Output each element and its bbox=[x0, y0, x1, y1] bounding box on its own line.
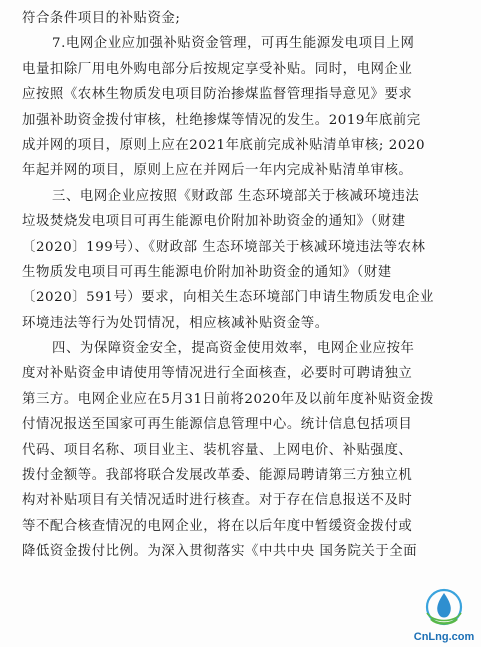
text-line: 加强补助资金拨付审核，杜绝掺煤等情况的发生。2019年底前完 bbox=[22, 112, 421, 128]
text-line: 三、电网企业应按照《财政部 生态环境部关于核减环境违法 bbox=[52, 188, 420, 204]
text-line: 拨付金额等。我部将联合发展改革委、能源局聘请第三方独立机 bbox=[22, 468, 413, 484]
text-line: 第三方。电网企业应在5月31日前将2020年及以前年度补贴资金拨 bbox=[22, 391, 435, 407]
text-line: 付情况报送至国家可再生能源信息管理中心。统计信息包括项目 bbox=[22, 417, 413, 433]
text-line: 电量扣除厂用电外购电部分后按规定享受补贴。同时，电网企业 bbox=[22, 61, 413, 77]
text-line: 环境违法等行为处罚情况，相应核减补贴资金等。 bbox=[22, 315, 329, 331]
text-line: 7.电网企业应加强补贴资金管理，可再生能源发电项目上网 bbox=[52, 36, 415, 52]
text-line: 构对补贴项目有关情况适时进行核查。对于存在信息报送不及时 bbox=[22, 493, 413, 509]
text-line: 成并网的项目，原则上应在2021年底前完成补贴清单审核; 2020 bbox=[22, 137, 426, 153]
text-line: 生物质发电项目可再生能源电价附加补助资金的通知》（财建 bbox=[22, 264, 392, 280]
cnlng-watermark-logo bbox=[413, 583, 475, 645]
text-line: 四、为保障资金安全，提高资金使用效率，电网企业应按年 bbox=[52, 341, 415, 357]
text-line: 降低资金拨付比例。为深入贯彻落实《中共中央 国务院关于全面 bbox=[22, 544, 418, 560]
text-line: 应按照《农林生物质发电项目防治掺煤监督管理指导意见》要求 bbox=[22, 87, 413, 103]
document-body bbox=[22, 6, 467, 565]
text-line: 代码、项目名称、项目业主、装机容量、上网电价、补贴强度、 bbox=[22, 442, 413, 458]
text-line: 〔2020〕591号）要求，向相关生态环境部门申请生物质发电企业 bbox=[22, 290, 435, 306]
text-line: 等不配合核查情况的电网企业，将在以后年度中暂缓资金拨付或 bbox=[22, 518, 413, 534]
text-line: 符合条件项目的补贴资金; bbox=[22, 11, 181, 26]
text-line: 年起并网的项目，原则上应在并网后一年内完成补贴清单审核。 bbox=[22, 163, 413, 179]
text-line: 度对补贴资金申请使用等情况进行全面核查，必要时可聘请独立 bbox=[22, 366, 413, 382]
text-line: 〔2020〕199号）、《财政部 生态环境部关于核减环境违法等农林 bbox=[22, 239, 426, 255]
watermark-text: CnLng.com bbox=[413, 631, 475, 643]
text-line: 垃圾焚烧发电项目可再生能源电价附加补助资金的通知》（财建 bbox=[22, 214, 406, 230]
